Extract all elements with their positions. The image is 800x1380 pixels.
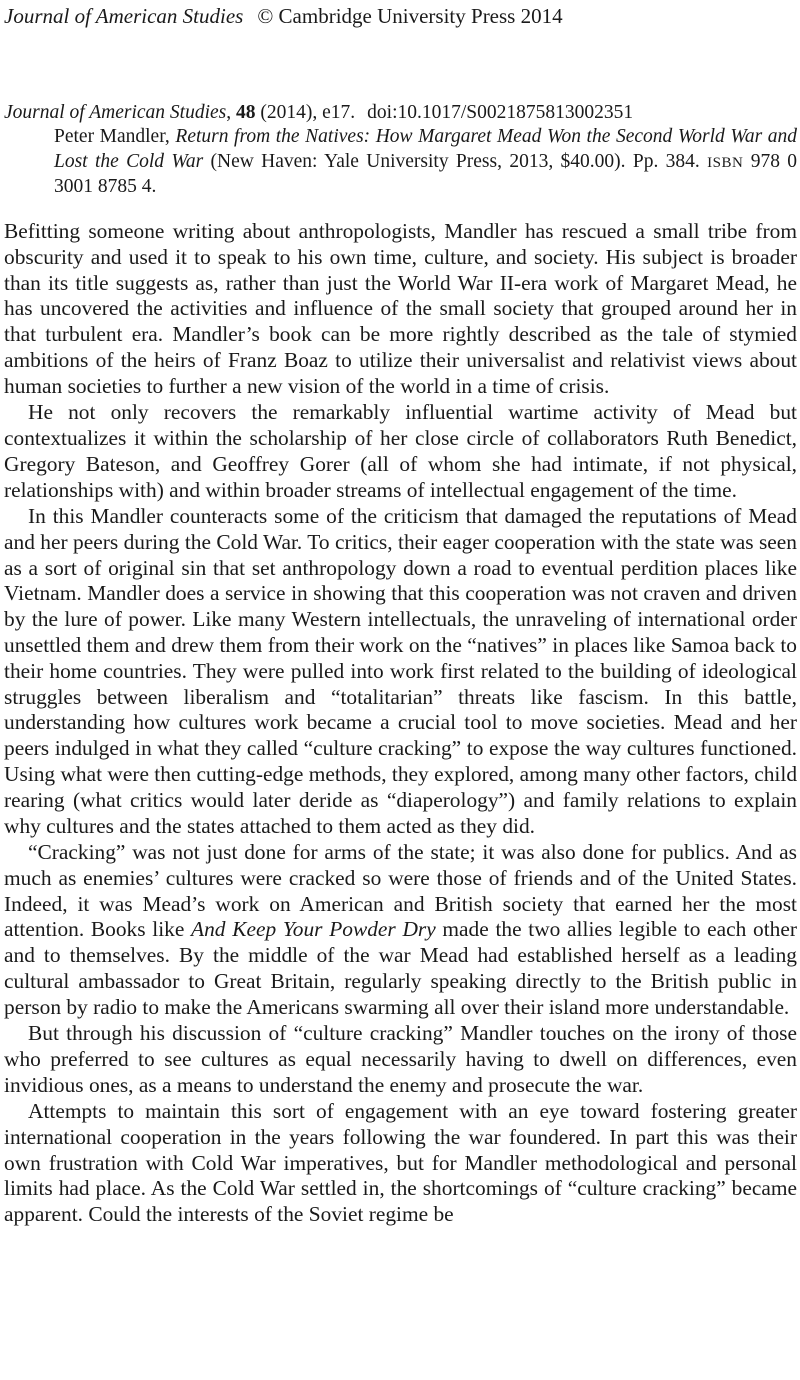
article-citation: Journal of American Studies, 48 (2014), e17. doi:10.1017/S0021875813002351 [4,102,634,123]
cited-book-title: And Keep Your Powder Dry [191,917,436,942]
running-head [4,2,563,30]
citation-journal: Journal of American Studies [4,102,227,123]
paragraph-4-text-b: made the two allies legible to each other and to themselves. By the middle of the war Mead had established herself as a leading cultural ambassador to Great Britain, regularly speaking directly to the British public in person by radio to make the Americans swarming all over their island more understandable. [4,917,797,1019]
paragraph-6: Attempts to maintain this sort of engagement with an eye toward fostering greater international cooperation in the years following the war foundered. In part this was their own frustration with Cold War imperatives, but for Mandler methodological and personal limits had place. As the Cold War settled in, the shortcomings of “culture cracking” became apparent. Could the interests of the Soviet regime be [4,1099,797,1227]
isbn-label: ISBN [707,154,744,171]
citation-year-issue: (2014), e17. [260,102,356,123]
book-title: Return from the Natives: How Margaret Mead Won the Second World War and Lost the Cold War [54,126,798,172]
book-isbn: 978 0 3001 8785 4. [54,150,798,197]
running-head-journal: Journal of American Studies [4,4,244,28]
paragraph-3: In this Mandler counteracts some of the criticism that damaged the reputations of Mead and her peers during the Cold War. To critics, their eager cooperation with the state was seen as a sort of original sin that set anthropology down a road to eventual perdition places like Vietnam. Mandler does a service in showing that this cooperation was not craven and driven by the lure of power. Like many Western intellectuals, the unraveling of international order unsettled them and drew them from their work on the “natives” in places like Samoa back to their home countries. They were pulled into work first related to the building of ideological struggles between liberalism and “totalitarian” threats like fascism. In this battle, understanding how cultures work became a crucial tool to move societies. Mead and her peers indulged in what they called “culture cracking” to expose the way cultures functioned. Using what were then cutting-edge methods, they explored, among many other factors, child rearing (what critics would later deride as “diaperology”) and family relations to explain why cultures and the states attached to them acted as they did. [4,503,798,838]
book-author: Peter Mandler, [54,126,170,147]
running-head-copyright: © Cambridge University Press 2014 [257,4,563,28]
paragraph-4-text-a: “Cracking” was not just done for arms of the state; it was also done for publics. And as much as enemies’ cultures were cracked so were those of friends and of the United States. Indeed, it was Mead’s work on American and British society that earned her the most attention. Books like [4,839,797,942]
book-publisher: (New Haven: Yale University Press, 2013, $40.00). Pp. 384. [210,150,700,172]
review-body [4,219,797,1228]
reviewed-book-reference [54,125,797,200]
paragraph-1: Befitting someone writing about anthropologists, Mandler has rescued a small tribe from obscurity and used it to speak to his own time, culture, and society. His subject is broader than its title suggests as, rather than just the World War II-era work of Margaret Mead, he has uncovered the activities and influence of the small society that grouped around her in that turbulent era. Mandler’s book can be more rightly described as the tale of stymied ambitions of the heirs of Franz Boaz to utilize their universalist and relativist views about human societies to further a new vision of the world in a time of crisis. [4,219,797,398]
citation-volume: 48 [236,102,256,123]
paragraph-4 [4,840,797,1021]
paragraph-5: But through his discussion of “culture cracking” Mandler touches on the irony of those who preferred to see cultures as equal necessarily having to dwell on differences, even invidious ones, as a means to understand the enemy and prosecute the war. [4,1021,797,1097]
citation-doi: doi:10.1017/S0021875813002351 [367,102,634,123]
paragraph-2: He not only recovers the remarkably influential wartime activity of Mead but contextualizes it within the scholarship of her close circle of collaborators Ruth Benedict, Gregory Bateson, and Geoffrey Gorer (all of whom she had intimate, if not physical, relationships with) and within broader streams of intellectual engagement of the time. [4,400,797,502]
